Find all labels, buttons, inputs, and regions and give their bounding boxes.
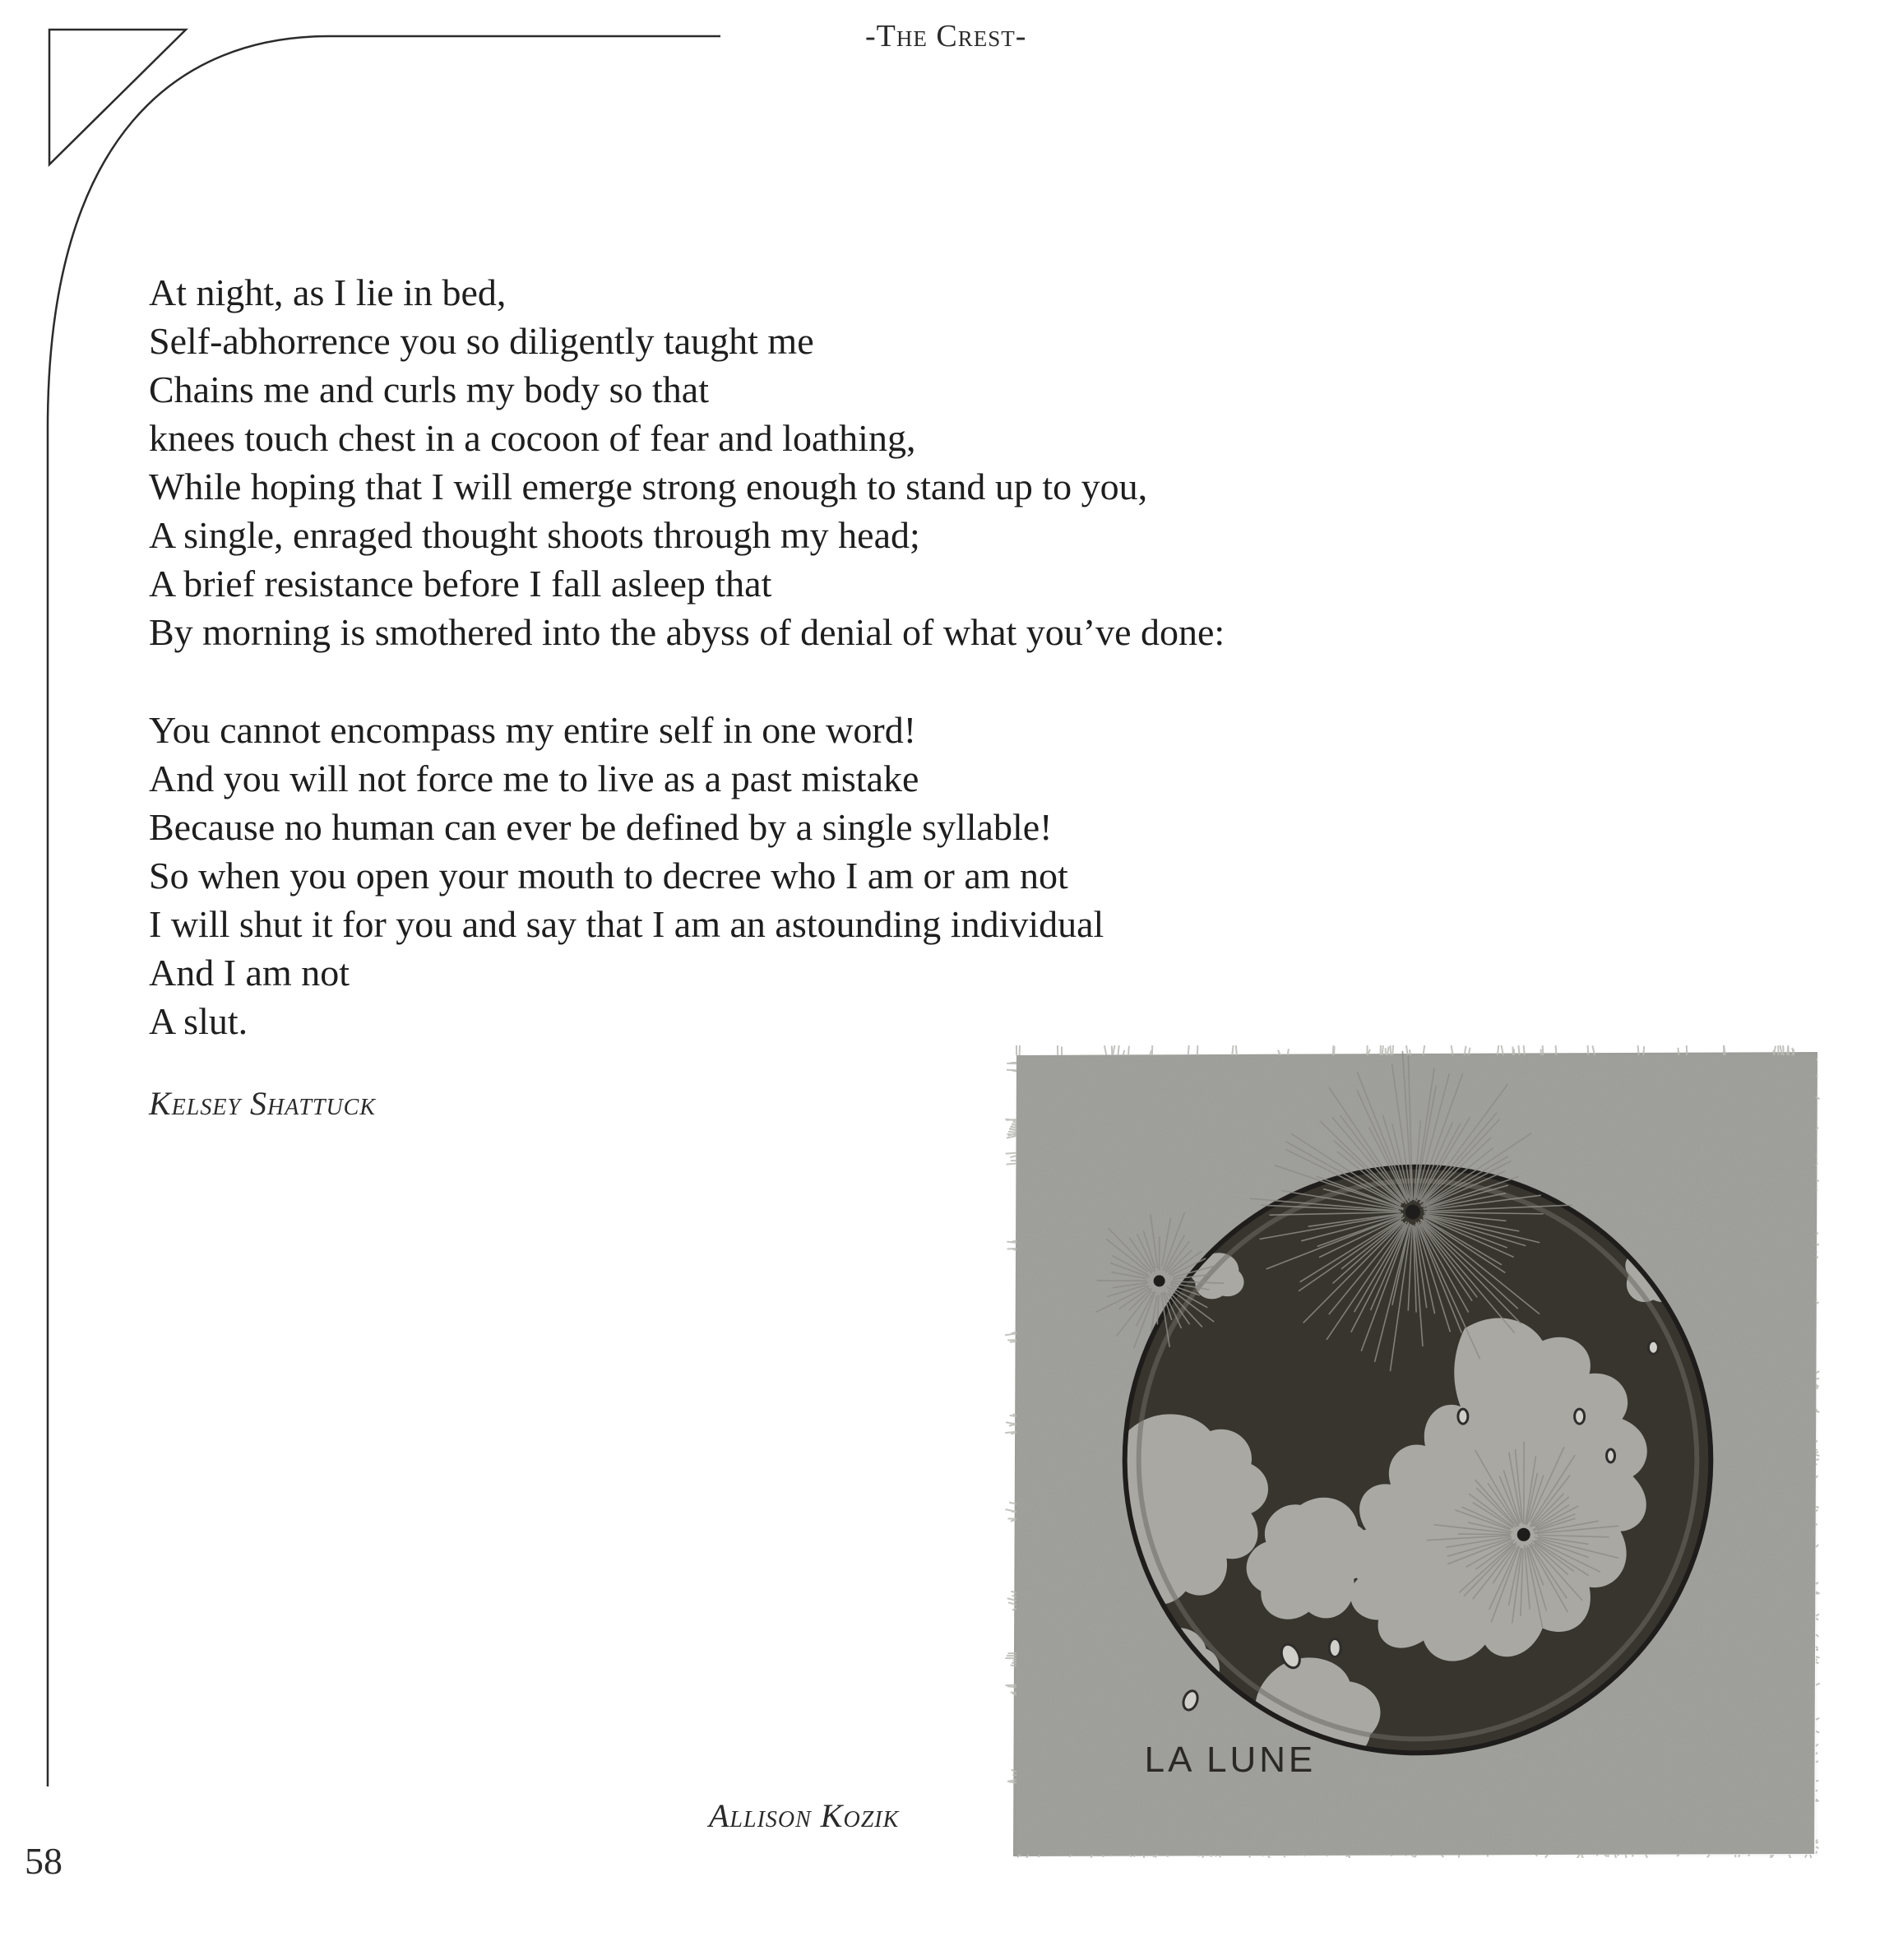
poem-line: By morning is smothered into the abyss of denial of what you’ve done: [149,611,1225,653]
artwork-caption: LA LUNE [1144,1740,1317,1781]
poem-line: While hoping that I will emerge strong enough to stand up to you, [149,466,1148,507]
poem-line: I will shut it for you and say that I am an astounding individual [149,903,1104,945]
artwork-la-lune [1005,1045,1826,1858]
poem-line: Chains me and curls my body so that [149,368,709,410]
poem-line: At night, as I lie in bed, [149,271,507,313]
running-head: -The Crest- [865,19,1027,53]
poem-line: And I am not [149,952,350,994]
stanza [149,706,1547,1045]
poem-line: So when you open your mouth to decree who I am or am not [149,855,1068,897]
page-number: 58 [25,1840,63,1882]
poem-line: You cannot encompass my entire self in one word! [149,709,917,751]
poem-line: Self-abhorrence you so diligently taught me [149,320,814,362]
poem-line: A slut. [149,1000,248,1042]
poem-author: Kelsey Shattuck [149,1085,377,1122]
artwork-artist: Allison Kozik [709,1797,900,1834]
poem-line: Because no human can ever be defined by a single syllable! [149,806,1053,848]
poem-line: And you will not force me to live as a past mistake [149,758,919,799]
poem [149,268,1547,1045]
poem-line: knees touch chest in a cocoon of fear and loathing, [149,417,916,459]
stanza [149,268,1547,656]
poem-line: A single, enraged thought shoots through my head; [149,514,920,556]
poem-line: A brief resistance before I fall asleep that [149,563,772,605]
